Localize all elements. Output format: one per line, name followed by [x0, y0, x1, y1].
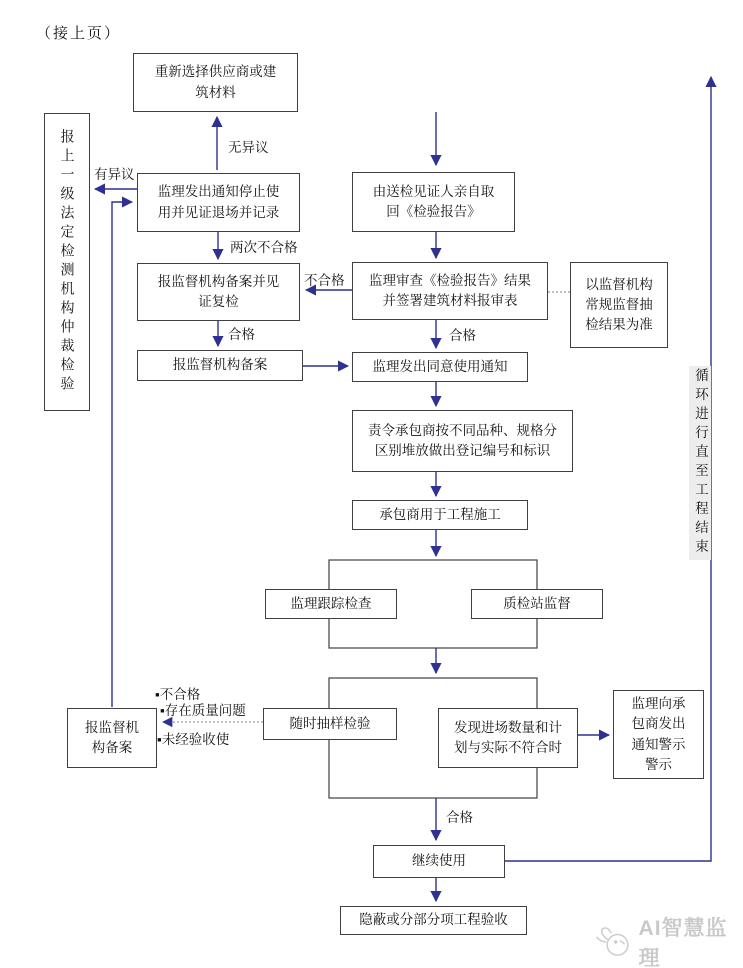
node-filing-record-bottom — [67, 708, 157, 768]
watermark-text: AI智慧监理 — [638, 917, 728, 968]
node-agree-use-notice — [352, 352, 528, 382]
edge-label-bullet-fail: ▪不合格 — [155, 687, 201, 702]
node-text: 警示 — [645, 756, 672, 772]
node-text: 监理发出同意使用通知 — [372, 358, 508, 374]
node-text: 常规监督抽 — [585, 296, 653, 312]
node-stop-use-notice — [137, 173, 300, 232]
edge-label-bullet-unaccepted: ▪未经验收使 — [157, 732, 230, 747]
arrow-record3-to-stop — [112, 202, 132, 707]
node-text: 回《检验报告》 — [386, 204, 481, 219]
node-quantity-mismatch — [438, 708, 578, 768]
node-text: 报监督机构备案并见 — [157, 273, 280, 289]
page-title: （接上页） — [36, 25, 122, 42]
edge-label-loop-until-end: 循环进行直至工程结束 — [689, 366, 711, 560]
node-reselect-supplier — [133, 53, 298, 112]
node-qc-station-supervision — [471, 589, 603, 619]
node-text: 证复检 — [198, 294, 239, 309]
node-retrieve-report — [352, 172, 515, 232]
watermark — [594, 912, 743, 968]
edge-label-pass-review: 合格 — [449, 328, 476, 343]
node-text: 区别堆放做出登记编号和标识 — [374, 443, 551, 458]
node-filing-record — [137, 350, 303, 381]
node-text: 检结果为准 — [585, 317, 653, 333]
node-text: 由送检见证人亲自取 — [372, 183, 495, 199]
node-order-stacking — [352, 410, 573, 472]
edge-label-no-objection: 无异议 — [228, 140, 269, 155]
node-text: 报上一级法定检测机构仲裁检验 — [59, 129, 76, 395]
node-text: 随时抽样检验 — [289, 715, 371, 731]
edge-label-twice-fail: 两次不合格 — [230, 240, 298, 255]
node-text: 用并见证退场并记录 — [157, 204, 280, 220]
node-warning-notice — [613, 690, 704, 779]
edge-label-pass-recheck: 合格 — [228, 327, 255, 342]
node-text: 筑材料 — [195, 84, 236, 100]
node-text: 监理跟踪检查 — [290, 595, 372, 611]
node-text: 划与实际不符合时 — [454, 740, 562, 755]
node-text: 隐蔽或分部分项工程验收 — [359, 912, 508, 928]
node-text: 包商发出 — [631, 716, 686, 732]
node-text: 重新选择供应商或建 — [154, 64, 277, 80]
node-text: 报监督机构备案 — [172, 357, 268, 373]
node-text: 并签署建筑材料报审表 — [382, 293, 518, 308]
node-acceptance — [340, 906, 527, 935]
node-text: 监理发出通知停止使 — [157, 184, 280, 200]
node-text: 监理审查《检验报告》结果 — [369, 272, 531, 288]
node-recheck-filing — [137, 263, 300, 321]
edge-label-pass-sample: 合格 — [446, 810, 473, 825]
node-use-in-construction — [352, 500, 528, 530]
edge-label-objection: 有异议 — [94, 167, 135, 182]
edge-label-fail: 不合格 — [304, 273, 345, 288]
node-text: 继续使用 — [412, 853, 466, 869]
node-text: 报监督机 — [85, 719, 139, 735]
node-text: 监理向承 — [631, 696, 686, 711]
node-random-sampling — [263, 708, 397, 740]
node-text: 以监督机构 — [585, 276, 653, 292]
node-text: 通知警示 — [631, 736, 686, 752]
node-spotcheck-note — [570, 262, 668, 348]
node-text: 责令承包商按不同品种、规格分 — [368, 422, 557, 438]
doodle-mascot-logo — [594, 923, 634, 961]
node-text: 承包商用于工程施工 — [379, 506, 501, 522]
node-review-report — [352, 262, 548, 320]
node-tracking-inspection — [265, 589, 397, 619]
node-continue-use — [373, 845, 505, 878]
node-text: 质检站监督 — [503, 595, 571, 611]
node-text: 构备案 — [91, 740, 133, 755]
node-arbitration-test — [44, 113, 90, 411]
edge-label-bullet-quality: ▪存在质量问题 — [160, 703, 246, 718]
node-text: 发现进场数量和计 — [454, 719, 562, 735]
